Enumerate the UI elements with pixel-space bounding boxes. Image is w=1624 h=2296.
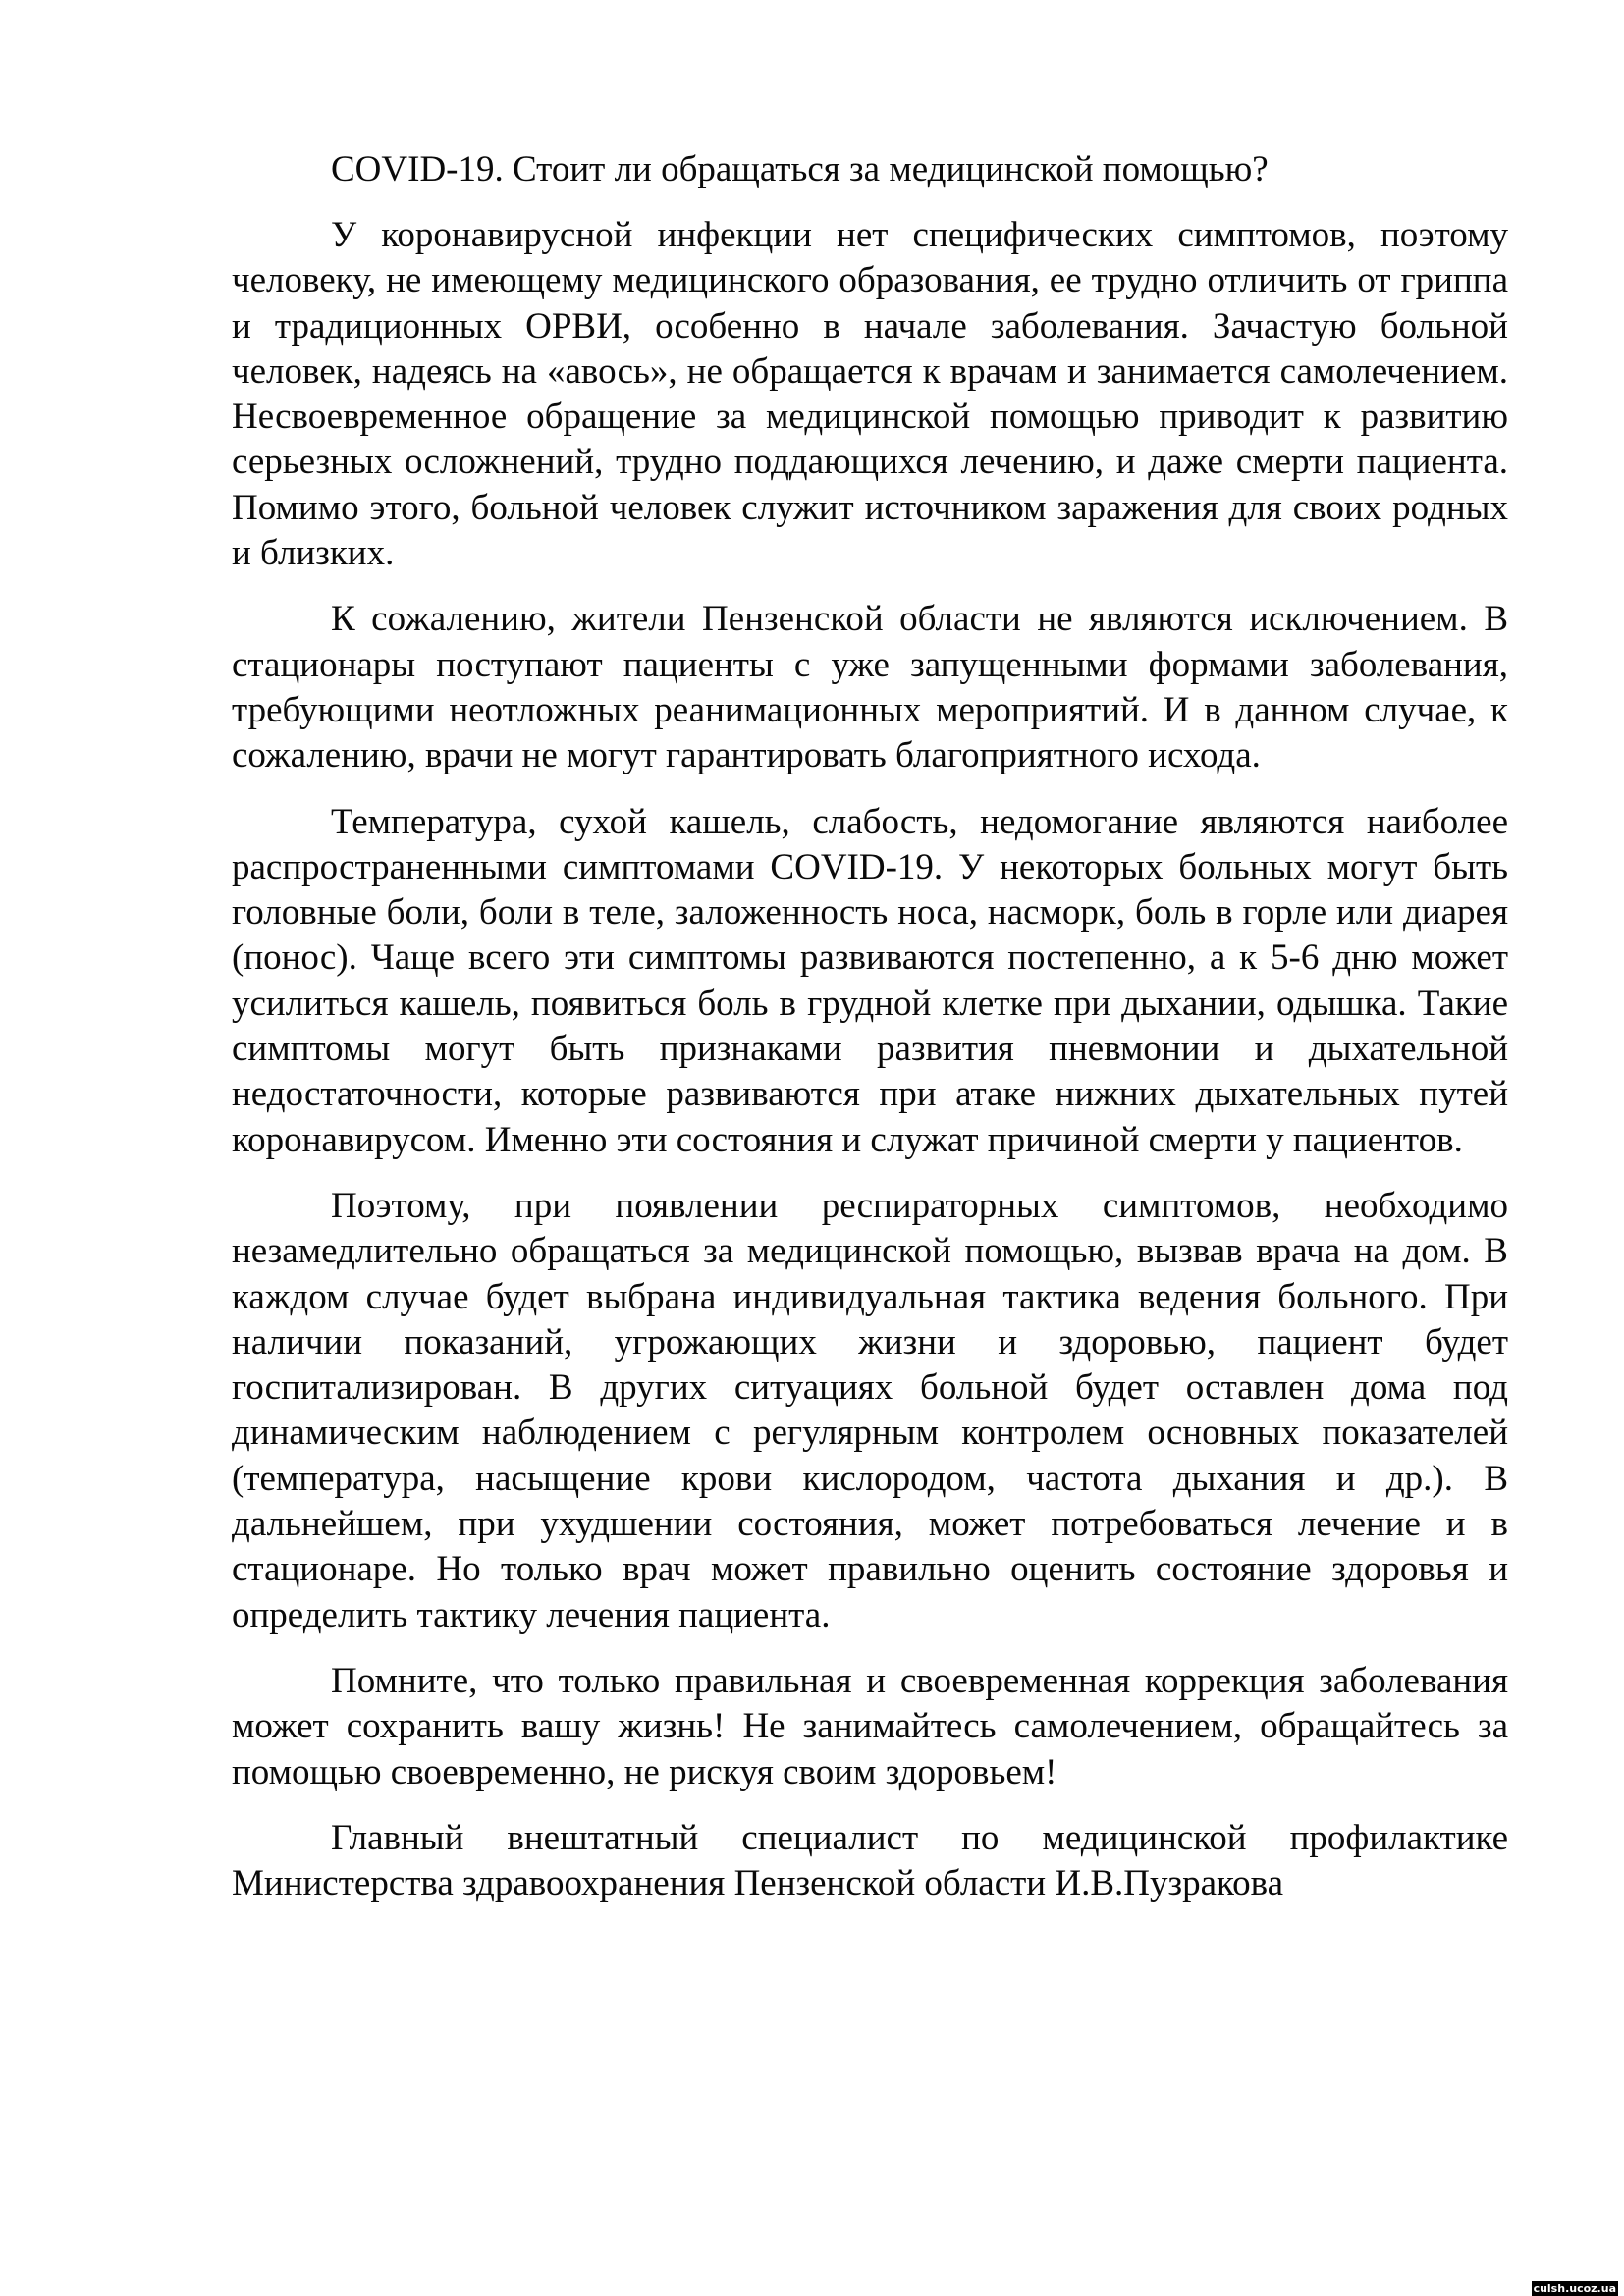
paragraph-reminder: Помните, что только правильная и своевременная коррекция заболевания может сохранить вашу жизнь! Не занимайтесь самолечением, обращайтесь за помощью своевременно, не рискуя своим здоровьем!: [232, 1660, 1508, 1792]
paragraph-intro: У коронавирусной инфекции нет специфических симптомов, поэтому человеку, не имеющему медицинского образования, ее трудно отличить от гриппа и традиционных ОРВИ, особенно в начале заболевания. Зачастую больной человек, надеясь на «авось», не обращается к врачам и занимается самолечением. Несвоевременное обращение за медицинской помощью приводит к развитию серьезных осложнений, трудно поддающихся лечению, и даже смерти пациента. Помимо этого, больной человек служит источником заражения для своих родных и близких.: [232, 215, 1508, 574]
paragraph-symptoms: Температура, сухой кашель, слабость, недомогание являются наиболее распространенными симптомами COVID-19. У некоторых больных могут быть головные боли, боли в теле, заложенность носа, насморк, боль в горле или диарея (понос). Чаще всего эти симптомы развиваются постепенно, а к 5-6 дню может усилиться кашель, появиться боль в грудной клетке при дыхании, одышка. Такие симптомы могут быть признаками развития пневмонии и дыхательной недостаточности, которые развиваются при атаке нижних дыхательных путей коронавирусом. Именно эти состояния и служат причиной смерти у пациентов.: [232, 801, 1508, 1160]
site-watermark: culsh.ucoz.ua: [1533, 2282, 1616, 2295]
paragraph-seek-help: Поэтому, при появлении респираторных симптомов, необходимо незамедлительно обращаться за медицинской помощью, вызвав врача на дом. В каждом случае будет выбрана индивидуальная тактика ведения больного. При наличии показаний, угрожающих жизни и здоровью, пациент будет госпитализирован. В других ситуациях больной будет оставлен дома под динамическим наблюдением с регулярным контролем основных показателей (температура, насыщение крови кислородом, частота дыхания и др.). В дальнейшем, при ухудшении состояния, может потребоваться лечение и в стационаре. Но только врач может правильно оценить состояние здоровья и определить тактику лечения пациента.: [232, 1185, 1508, 1635]
document-title: COVID-19. Стоит ли обращаться за медицинской помощью?: [331, 149, 1269, 189]
paragraph-penza-region: К сожалению, жители Пензенской области не являются исключением. В стационары поступают пациенты с уже запущенными формами заболевания, требующими неотложных реанимационных мероприятий. И в данном случае, к сожалению, врачи не могут гарантировать благоприятного исхода.: [232, 599, 1508, 776]
document-page: [232, 147, 1508, 1927]
author-signature: Главный внештатный специалист по медицинской профилактике Министерства здравоохранения Пензенской области И.В.Пузракова: [232, 1817, 1508, 1904]
